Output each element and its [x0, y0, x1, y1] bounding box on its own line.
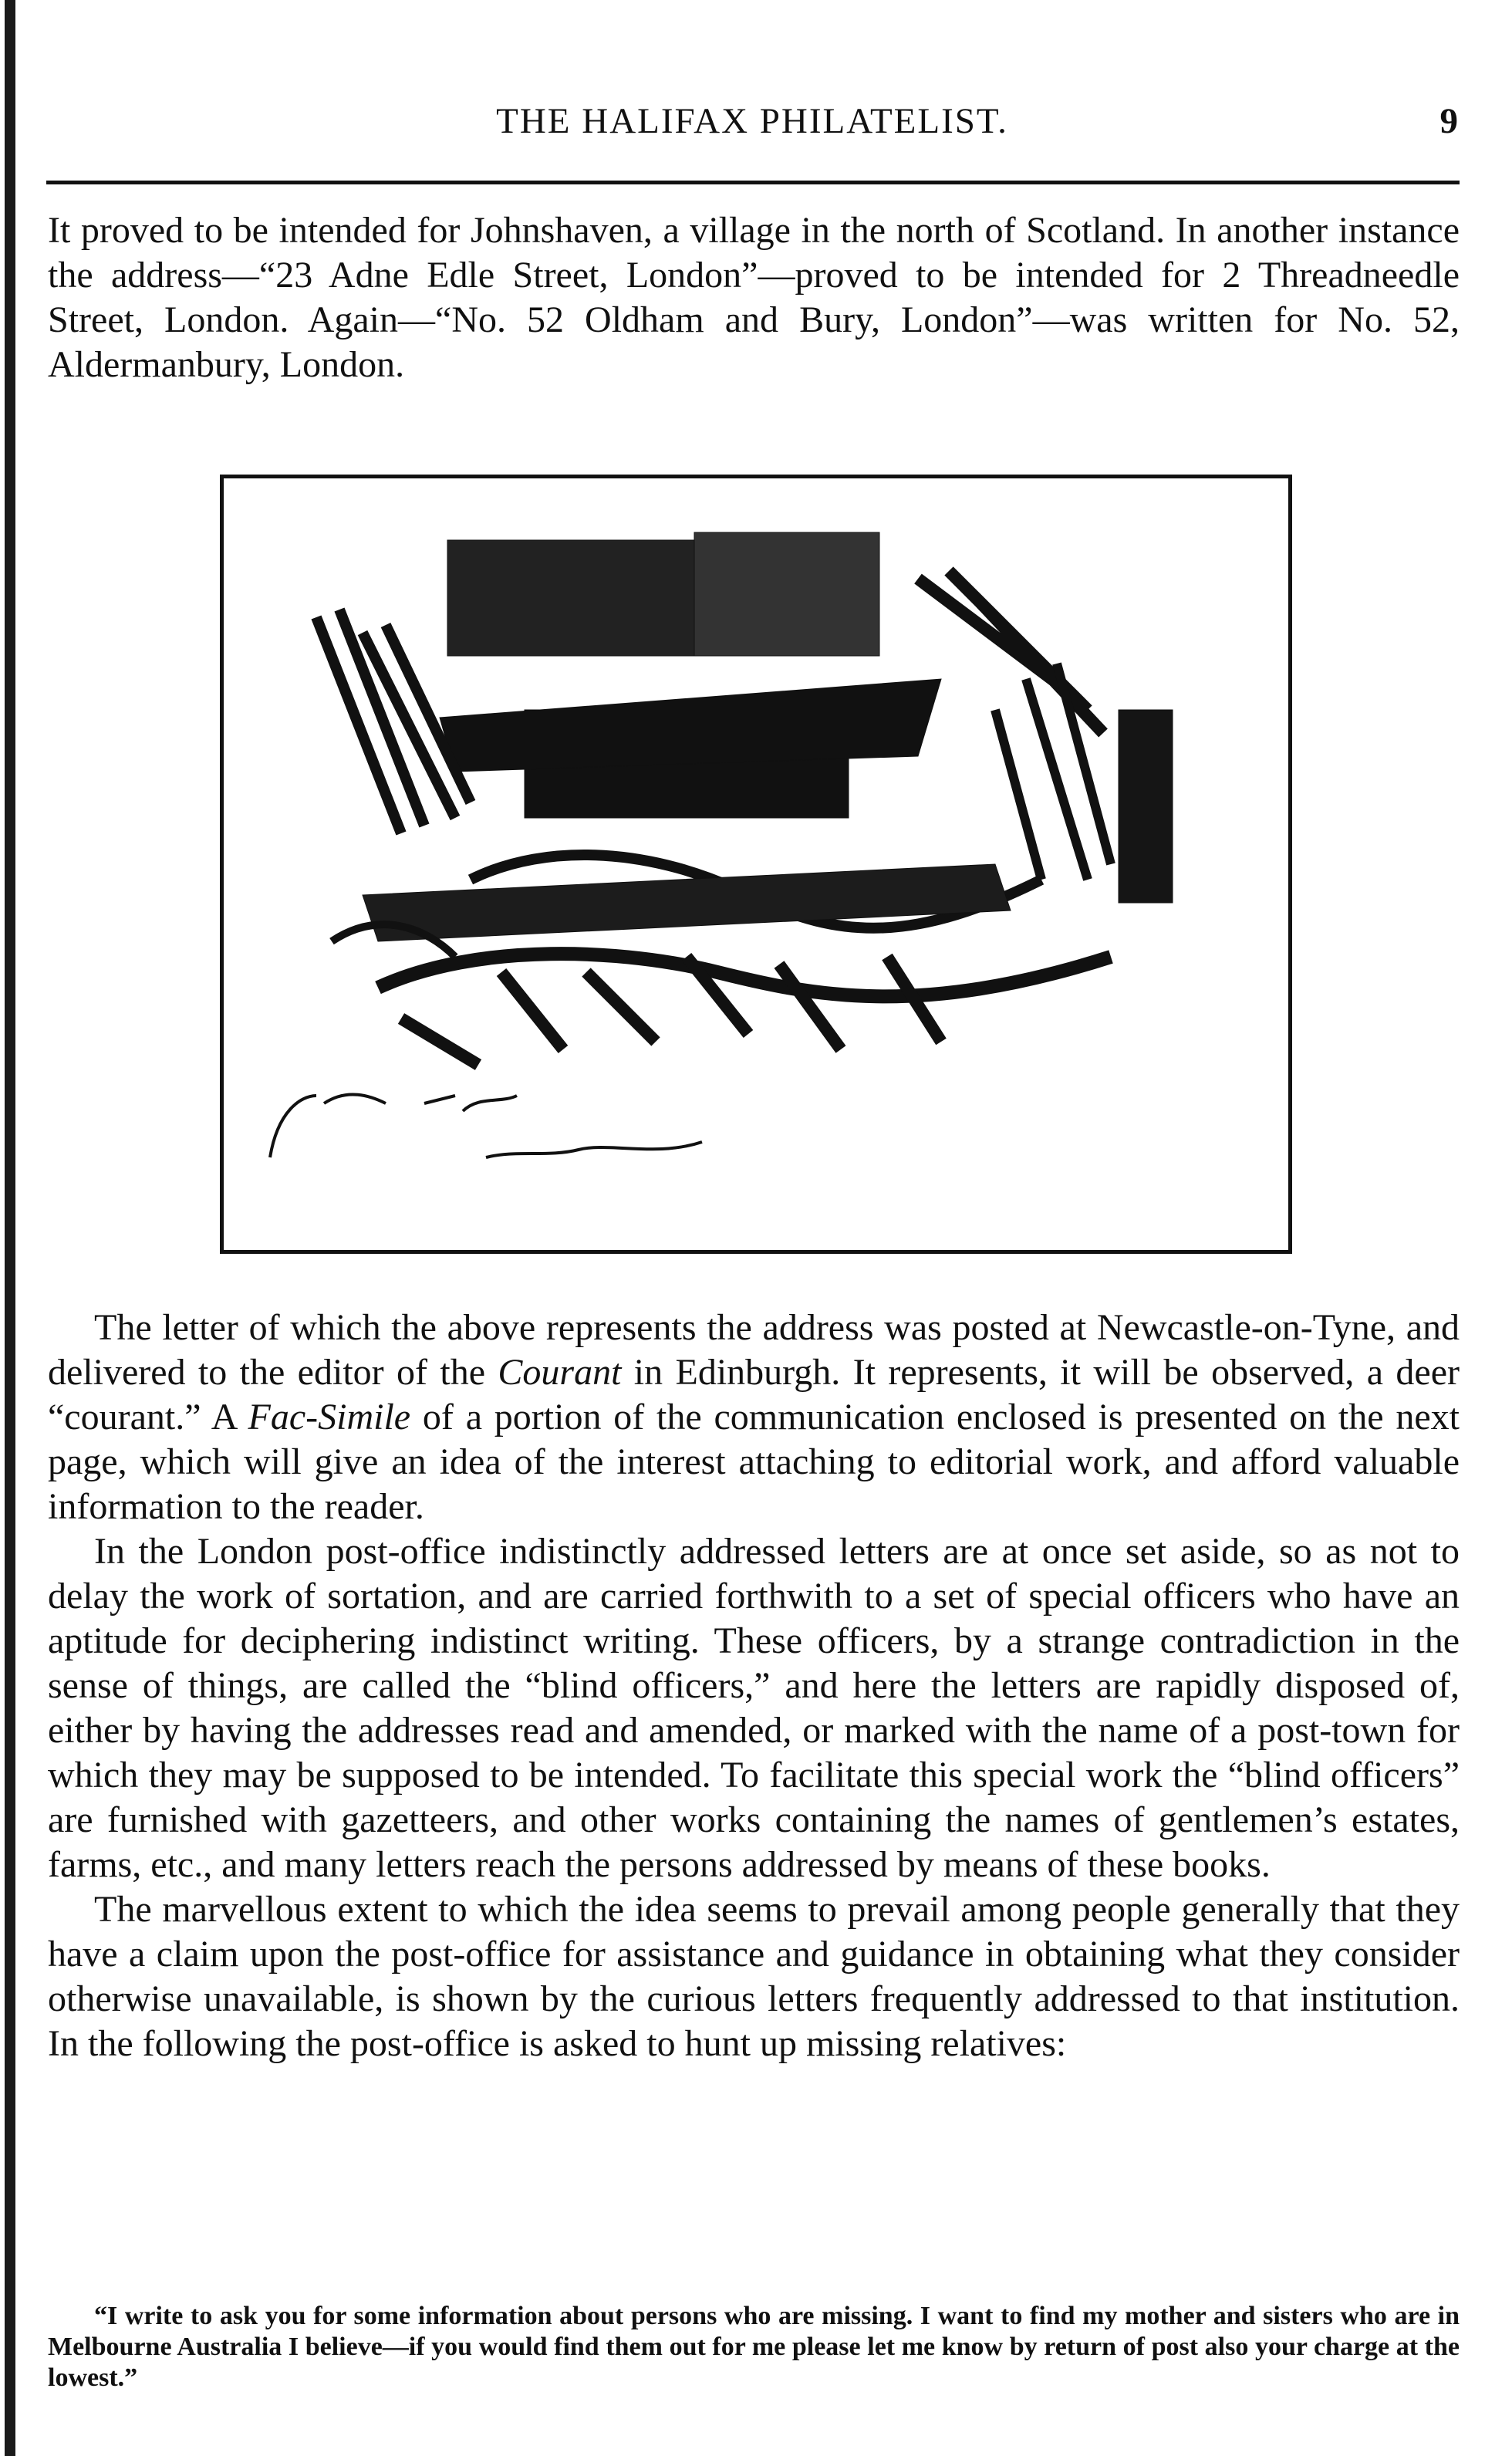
quote-text: “I write to ask you for some information about persons who are missing. I want to find my mother and sisters who are in Melbourne Australia I believe—if you would find them out for me please let me know by return of post also your charge at the lowest.”: [48, 2302, 1460, 2392]
facsimile-envelope-icon: [224, 478, 1288, 1250]
body-text: [48, 1306, 1460, 2066]
paragraph-text: It proved to be intended for Johnshaven, a village in the north of Scotland. In another instance the address—“23 Adne Edle Street, London”—proved to be intended for 2 Threadneedle Street, London. Again—“No. 52 Oldham and Bury, London”—was written for No. 52, Aldermanbury, London.: [48, 210, 1460, 385]
text-run: of a portion of the communication enclosed is presented on the next page, which will give an idea of the interest attaching to editorial work, and afford valuable information to the reader.: [48, 1397, 1460, 1527]
paragraph-marvellous-extent: The marvellous extent to which the idea seems to prevail among people generally that they have a claim upon the post-office for assistance and guidance in obtaining what they consider otherwise unavailable, is shown by the curious letters frequently addressed to that institution. In the following the post-office is asked to hunt up missing relatives:: [48, 1889, 1460, 2064]
text-run: The letter of which the above represents the address was posted at Newcastle-on-Tyne, and delivered to the editor of the: [48, 1307, 1460, 1393]
page-number: 9: [1439, 101, 1458, 141]
text-run: in Edinburgh. It represents, it will be observed, a deer “courant.” A: [48, 1352, 1460, 1437]
quoted-letter: [48, 2301, 1460, 2394]
paragraph-courant: [48, 1306, 1460, 1529]
paragraph-johnshaven: [48, 208, 1460, 387]
binding-edge: [5, 0, 15, 2456]
running-head: [46, 100, 1458, 147]
facsimile-italic: Fac-Simile: [248, 1397, 411, 1437]
courant-italic: Courant: [498, 1352, 622, 1393]
paragraph-blind-officers: In the London post-office indistinctly addressed letters are at once set aside, so as not to delay the work of sortation, and are carried forthwith to a set of special officers who have an aptitude for deciphering indistinct writing. These officers, by a strange contradiction in the sense of things, are called the “blind officers,” and here the letters are rapidly disposed of, either by having the addresses read and amended, or marked with the name of a post-town for which they may be supposed to be intended. To facilitate this special work the “blind officers” are furnished with gazetteers, and other works containing the names of gentlemen’s estates, farms, etc., and many letters reach the persons addressed by means of these books.: [48, 1531, 1460, 1885]
stamp-mark: [694, 532, 879, 656]
facsimile-figure: [220, 475, 1292, 1254]
journal-title: THE HALIFAX PHILATELIST.: [496, 101, 1008, 141]
header-rule: [46, 181, 1460, 184]
stamp-mark: [447, 540, 694, 656]
